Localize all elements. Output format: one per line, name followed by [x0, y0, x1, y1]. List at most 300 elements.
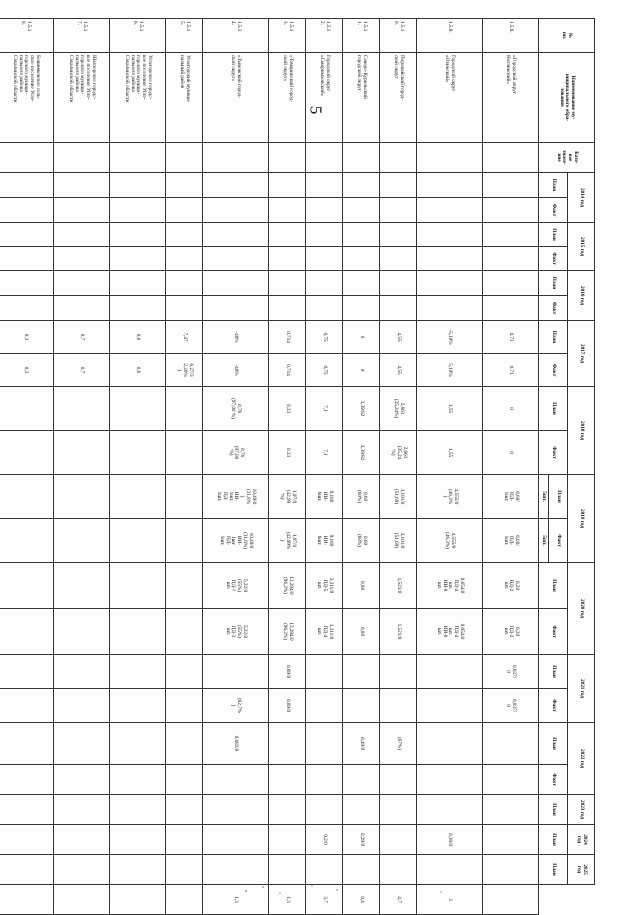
table-row: [483, 19, 539, 915]
municipality-name: Северо-Курильский городской округ: [343, 53, 380, 143]
value-cell: 0,29/0: [343, 825, 380, 855]
municipality-name: Шахтерское городс- кое поселение Угле- горского муници- пального района Сахалинской области: [54, 53, 110, 143]
value-cell: 3,7: [306, 885, 343, 915]
value-cell: [417, 223, 483, 247]
value-cell: [417, 247, 483, 271]
value-cell: [110, 855, 166, 885]
row-number: 1.5.1 3.: [269, 19, 306, 53]
value-cell: 0,714: [269, 354, 306, 387]
value-cell: [110, 689, 166, 723]
row-number: 1.5.9.: [417, 19, 483, 53]
value-cell: [203, 271, 269, 296]
header-plan: План: [539, 723, 568, 765]
value-cell: 0,6: [110, 354, 166, 387]
header-base-value: Базо- вое значе- ние: [539, 143, 595, 173]
value-cell: 3,39/82: [343, 431, 380, 475]
value-cell: [483, 198, 539, 223]
value-cell: [380, 173, 417, 198]
value-cell: [203, 296, 269, 321]
header-fact: Факт: [539, 296, 568, 321]
header-year: 2023 год: [568, 795, 595, 825]
municipality-name: Углегорское городс- кое поселение Угле- горского муници- пального района Сахалинской области: [110, 53, 166, 143]
table-row: [269, 19, 306, 915]
header-plan-2019-unit: 5шт.: [539, 475, 549, 519]
value-cell: [166, 198, 203, 223]
value-cell: [483, 825, 539, 855]
value-cell: 1,3: [269, 885, 306, 915]
value-cell: [166, 223, 203, 247]
municipality-name: Городской округ «Смирныховский»: [306, 53, 343, 143]
value-cell: [110, 825, 166, 855]
value-cell: [0, 855, 54, 885]
value-cell: [380, 825, 417, 855]
table-row: [306, 19, 343, 915]
value-cell: 5,22/0 (55%) ПД-? шт.: [203, 563, 269, 609]
header-plan: План: [539, 387, 568, 431]
value-cell: 1,97/0 (42,99% ): [269, 519, 306, 563]
value-cell: [269, 765, 306, 795]
value-cell: 3: [417, 885, 483, 915]
value-cell: [380, 271, 417, 296]
base-value-cell: [306, 143, 343, 173]
row-number: 1.5.1 8.: [0, 19, 54, 53]
row-number: 1.5.1 7.: [54, 19, 110, 53]
value-cell: [0, 475, 54, 519]
value-cell: 3,101/0 (51,69): [380, 475, 417, 519]
value-cell: [203, 825, 269, 855]
value-cell: [483, 271, 539, 296]
base-value-cell: [54, 143, 110, 173]
value-cell: [166, 387, 203, 431]
value-cell: 0,6: [110, 321, 166, 354]
value-cell: [110, 519, 166, 563]
value-cell: [0, 223, 54, 247]
value-cell: [54, 223, 110, 247]
header-fact: Факт: [539, 354, 568, 387]
value-cell: [203, 173, 269, 198]
municipality-name: Поронайский город- ской округ: [380, 53, 417, 143]
table-row: [203, 19, 269, 915]
base-value-cell: [203, 143, 269, 173]
scan-specks: [0, 881, 636, 901]
value-cell: [166, 795, 203, 825]
header-year: 2016 год: [568, 271, 595, 321]
base-value-cell: [269, 143, 306, 173]
value-cell: [166, 655, 203, 689]
value-cell: [269, 723, 306, 765]
value-cell: [269, 223, 306, 247]
value-cell: [269, 855, 306, 885]
value-cell: [417, 795, 483, 825]
value-cell: 0,89/0: [269, 655, 306, 689]
table-row: [380, 19, 417, 915]
value-cell: [483, 173, 539, 198]
value-cell: [166, 247, 203, 271]
row-number: 1.5.1 4.: [203, 19, 269, 53]
value-cell: [0, 609, 54, 655]
row-number: 1.5.8.: [483, 19, 539, 53]
value-cell: [110, 387, 166, 431]
value-cell: [269, 795, 306, 825]
table-row: [110, 19, 166, 915]
header-number: № пп.: [539, 19, 595, 53]
value-cell: [0, 689, 54, 723]
value-cell: [343, 247, 380, 271]
header-plan: План: [539, 855, 568, 885]
value-cell: [417, 855, 483, 885]
value-cell: [343, 795, 380, 825]
value-cell: [306, 689, 343, 723]
value-cell: [306, 655, 343, 689]
value-cell: 0,60 (60%): [343, 519, 380, 563]
value-cell: [0, 563, 54, 609]
value-cell: [54, 765, 110, 795]
value-cell: 0,654/0 ПД-4 шт. ИИ-8 шт.: [417, 609, 483, 655]
header-year: 2017 год: [568, 321, 595, 387]
value-cell: [483, 855, 539, 885]
value-cell: 0,2/0: [306, 825, 343, 855]
value-cell: -5,10%: [417, 321, 483, 354]
value-cell: [0, 795, 54, 825]
value-cell: [54, 519, 110, 563]
table-row: [54, 19, 110, 915]
value-cell: 2,661 (35,24%): [380, 387, 417, 431]
value-cell: [166, 855, 203, 885]
value-cell: [0, 247, 54, 271]
value-cell: 4,7: [380, 885, 417, 915]
value-cell: [380, 765, 417, 795]
value-cell: 0: [483, 431, 539, 475]
value-cell: 0: [343, 354, 380, 387]
value-cell: [110, 296, 166, 321]
value-cell: 0,80: [343, 609, 380, 655]
value-cell: [380, 223, 417, 247]
value-cell: [203, 795, 269, 825]
value-cell: 0,654/0 ПД-4 шт. ИИ-8 шт.: [417, 563, 483, 609]
value-cell: [343, 198, 380, 223]
value-cell: [483, 765, 539, 795]
value-cell: [380, 795, 417, 825]
value-cell: [269, 247, 306, 271]
value-cell: [343, 271, 380, 296]
value-cell: [54, 173, 110, 198]
value-cell: 4,555/0 (46,3%): [417, 519, 483, 563]
value-cell: [380, 198, 417, 223]
value-cell: 7,47: [166, 321, 203, 354]
base-value-cell: [0, 143, 54, 173]
value-cell: 0,7: [54, 354, 110, 387]
value-cell: 0,76 (97,00 %): [203, 431, 269, 475]
value-cell: 12,294/0 (96,2%): [269, 563, 306, 609]
value-cell: [54, 431, 110, 475]
header-plan: План: [539, 321, 568, 354]
value-cell: 0,80: [343, 563, 380, 609]
value-cell: [110, 795, 166, 825]
value-cell: [417, 271, 483, 296]
value-cell: 9,180 ИИ- 6шт.: [306, 519, 343, 563]
header-plan: План: [549, 475, 568, 519]
value-cell: [110, 198, 166, 223]
value-cell: [417, 655, 483, 689]
table-body: [0, 19, 539, 915]
value-cell: [269, 173, 306, 198]
value-cell: 3,101/0 (51,69): [380, 519, 417, 563]
value-cell: [203, 247, 269, 271]
value-cell: 0,837/ 0: [483, 689, 539, 723]
value-cell: [380, 247, 417, 271]
value-cell: [306, 795, 343, 825]
value-cell: [0, 519, 54, 563]
value-cell: [110, 765, 166, 795]
value-cell: 6,60/ ПД- 1шт.: [483, 475, 539, 519]
value-cell: [343, 655, 380, 689]
header-year: 2024 год: [568, 825, 595, 855]
row-number: 1.5.1 6.: [110, 19, 166, 53]
value-cell: [203, 855, 269, 885]
value-cell: [306, 198, 343, 223]
value-cell: [269, 825, 306, 855]
value-cell: [0, 765, 54, 795]
value-cell: [483, 247, 539, 271]
value-cell: [110, 223, 166, 247]
table-row: [417, 19, 483, 915]
value-cell: 9,180 ИИ- 6шт.: [306, 475, 343, 519]
table-row: [343, 19, 380, 915]
value-cell: [0, 825, 54, 855]
value-cell: [306, 296, 343, 321]
base-value-cell: [110, 143, 166, 173]
value-cell: [166, 475, 203, 519]
value-cell: [306, 723, 343, 765]
header-plan: План: [539, 173, 568, 198]
municipality-name: «Городской округ Ногликский»: [483, 53, 539, 143]
value-cell: [110, 431, 166, 475]
value-cell: [0, 173, 54, 198]
value-cell: [0, 655, 54, 689]
value-cell: [306, 247, 343, 271]
value-cell: 0,3: [0, 321, 54, 354]
value-cell: [343, 296, 380, 321]
value-cell: [343, 855, 380, 885]
header-plan: План: [539, 223, 568, 247]
municipality-name: «Томаринский город- ской округ»: [269, 53, 306, 143]
value-cell: [54, 655, 110, 689]
value-cell: [110, 173, 166, 198]
value-cell: 3,311/0 ПД-5 шт.: [306, 563, 343, 609]
value-cell: [203, 655, 269, 689]
value-cell: [166, 296, 203, 321]
value-cell: 0,75: [306, 354, 343, 387]
header-year: 2020 год: [568, 563, 595, 655]
value-cell: 5,10%: [417, 354, 483, 387]
table-row: [166, 19, 203, 915]
value-cell: [166, 689, 203, 723]
value-cell: [110, 247, 166, 271]
value-cell: [343, 689, 380, 723]
value-cell: [417, 173, 483, 198]
value-cell: 0,3: [0, 354, 54, 387]
header-plan: План: [539, 655, 568, 689]
municipality-name: Бошняковское сель- ское поселение Угле- горского муници- пального района Сахалинской области: [0, 53, 54, 143]
value-cell: [203, 765, 269, 795]
value-cell: [54, 247, 110, 271]
page-number: 5: [306, 105, 326, 115]
value-cell: 0,49/0: [343, 723, 380, 765]
value-cell: [417, 198, 483, 223]
value-cell: [417, 723, 483, 765]
value-cell: [110, 563, 166, 609]
value-cell: [0, 271, 54, 296]
value-cell: [417, 765, 483, 795]
value-cell: [166, 825, 203, 855]
value-cell: [0, 431, 54, 475]
header-year: 2021 год: [568, 655, 595, 723]
header-fact-2019-unit: 5шт.: [539, 519, 549, 563]
value-cell: [166, 271, 203, 296]
row-number: 1.5.1 5.: [166, 19, 203, 53]
value-cell: [54, 198, 110, 223]
header-fact: Факт: [539, 765, 568, 795]
value-cell: 1,521/0: [380, 563, 417, 609]
value-cell: [166, 609, 203, 655]
header-plan: План: [539, 271, 568, 296]
base-value-cell: [380, 143, 417, 173]
value-cell: 10,49/0 (31,8%) ИИ- 1шт ПД- 1шт.: [203, 519, 269, 563]
value-cell: [54, 271, 110, 296]
value-cell: [0, 723, 54, 765]
value-cell: [203, 198, 269, 223]
value-cell: -48%: [203, 354, 269, 387]
value-cell: [269, 198, 306, 223]
value-cell: [306, 855, 343, 885]
value-cell: [110, 723, 166, 765]
value-cell: [166, 519, 203, 563]
value-cell: 0,714: [269, 321, 306, 354]
value-cell: [306, 271, 343, 296]
value-cell: [166, 563, 203, 609]
row-number: 1.5.1 1.: [343, 19, 380, 53]
header-municipality: Наименование му- ниципального обра- зования: [539, 53, 595, 143]
value-cell: 7,1: [306, 387, 343, 431]
table-row: [0, 19, 54, 915]
value-cell: 0,837/ 0: [483, 655, 539, 689]
value-cell: [54, 387, 110, 431]
value-cell: 0: [483, 387, 539, 431]
value-cell: 0,4: [343, 885, 380, 915]
value-cell: [0, 198, 54, 223]
value-cell: 0.71: [483, 321, 539, 354]
value-cell: [54, 855, 110, 885]
value-cell: [380, 296, 417, 321]
value-cell: [380, 855, 417, 885]
base-value-cell: [417, 143, 483, 173]
header-fact: Факт: [539, 689, 568, 723]
value-cell: [166, 173, 203, 198]
header-fact: Факт: [549, 519, 568, 563]
value-cell: [380, 655, 417, 689]
value-cell: 0,682/0: [203, 723, 269, 765]
value-cell: [269, 296, 306, 321]
municipality-name: Углегорский муници- пальный район: [166, 53, 203, 143]
value-cell: 4,555/0 (46,3% ): [417, 475, 483, 519]
value-cell: [166, 723, 203, 765]
value-cell: [110, 271, 166, 296]
value-cell: [269, 271, 306, 296]
value-cell: [483, 723, 539, 765]
value-cell: 6,20 ПД-2 шт.: [483, 563, 539, 609]
value-cell: 2,661 (35,24 %): [380, 431, 417, 475]
value-cell: 0,33: [269, 431, 306, 475]
base-value-cell: [166, 143, 203, 173]
value-cell: 1,521/0: [380, 609, 417, 655]
value-cell: 3,39/82: [343, 387, 380, 431]
municipality-name: Городской округ «Охинский»: [417, 53, 483, 143]
value-cell: 7,1: [306, 431, 343, 475]
header-fact: Факт: [539, 247, 568, 271]
value-cell: 6,60/ ПД- 1шт.: [483, 519, 539, 563]
value-cell: [417, 689, 483, 723]
value-cell: [166, 765, 203, 795]
value-cell: 4,55: [380, 354, 417, 387]
value-cell: 12,294/0 (96,2%): [269, 609, 306, 655]
value-cell: [343, 765, 380, 795]
value-cell: [380, 689, 417, 723]
header-year: 2019 год: [568, 475, 595, 563]
value-cell: 1,97/0 (42,99 %): [269, 475, 306, 519]
value-cell: [54, 689, 110, 723]
value-cell: [54, 825, 110, 855]
header-year: 2018 год: [568, 387, 595, 475]
value-cell: [483, 795, 539, 825]
municipality-name: «Тымовский город- ской округ»: [203, 53, 269, 143]
value-cell: [343, 173, 380, 198]
value-cell: 6,27/3 2,20% ): [166, 354, 203, 387]
header-year: 2025 год: [568, 855, 595, 885]
value-cell: 0,7: [54, 321, 110, 354]
value-cell: 0,89/0: [269, 689, 306, 723]
rotated-table-container: [11, 18, 595, 903]
value-cell: 0,76 (97,00 %): [203, 387, 269, 431]
value-cell: [306, 173, 343, 198]
row-number: 1.5.1 0.: [380, 19, 417, 53]
value-cell: 0: [343, 321, 380, 354]
value-cell: [110, 655, 166, 689]
value-cell: 0,38/0: [417, 825, 483, 855]
value-cell: [343, 223, 380, 247]
value-cell: 0,75: [306, 321, 343, 354]
value-cell: [203, 223, 269, 247]
value-cell: 0,33: [269, 387, 306, 431]
header-plan: План: [539, 795, 568, 825]
value-cell: 1,55: [417, 387, 483, 431]
value-cell: [417, 296, 483, 321]
value-cell: [54, 609, 110, 655]
header-year: 2015 год: [568, 223, 595, 271]
row-number: 1.5.1 2.: [306, 19, 343, 53]
value-cell: [54, 795, 110, 825]
value-cell: 3,311/0 ПД-4 шт.: [306, 609, 343, 655]
value-cell: 1,55: [417, 431, 483, 475]
header-plan: План: [539, 563, 568, 609]
value-cell: -48%: [203, 321, 269, 354]
value-cell: [54, 475, 110, 519]
header-fact: Факт: [539, 431, 568, 475]
value-cell: 0.71: [483, 354, 539, 387]
value-cell: 4,55: [380, 321, 417, 354]
value-cell: (67%): [380, 723, 417, 765]
value-cell: [54, 296, 110, 321]
value-cell: [306, 223, 343, 247]
